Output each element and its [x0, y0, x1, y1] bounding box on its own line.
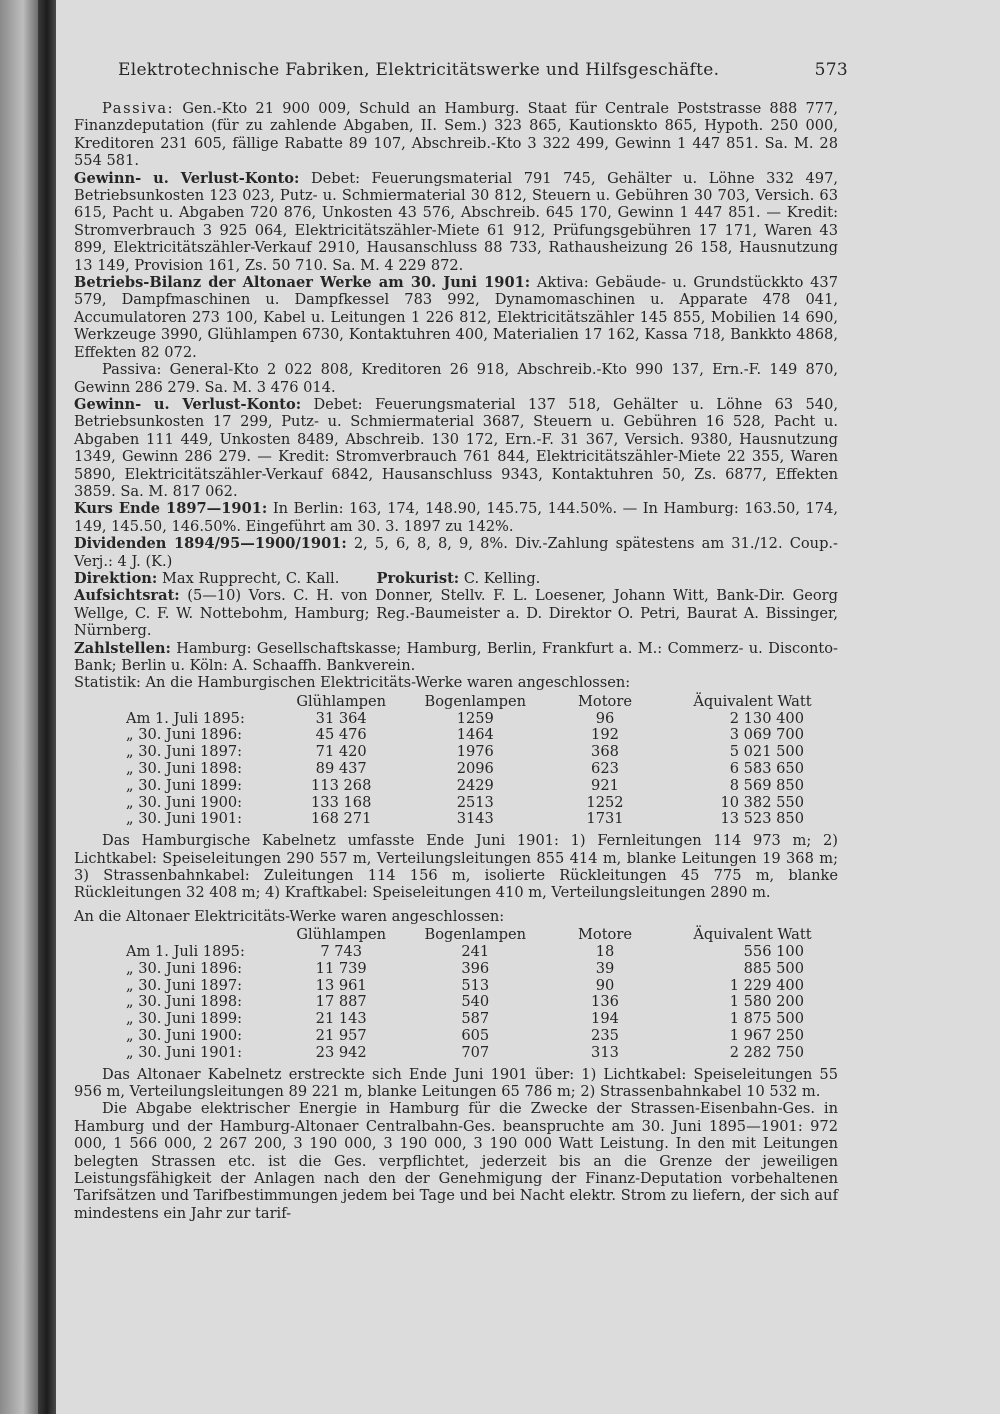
paragraph: An die Altonaer Elektricitäts-Werke waren angeschlossen: [74, 907, 505, 925]
paragraph: Aufsichtsrat: (5—10) Vors. C. H. von Donner, Stellv. F. L. Loesener, Johann Witt, Bank-Dir. Georg Wellge, C. F. W. Nottebohm, Hamburg; Reg.-Baumeister a. D. Direktor O. Petri, Baurat A. Bissinger, Nürnberg. [74, 587, 838, 640]
table-row: „ 30. Juni 1896: 11 739 396 39 885 500 [126, 959, 804, 977]
paragraph: Betriebs-Bilanz der Altonaer Werke am 30. Juni 1901: Aktiva: Gebäude- u. Grundstückkto 437 579, Dampfmaschinen u. Dampfkessel 783 992, Dynamomaschinen u. Apparate 478 041, Accumulatoren 273 100, Kabel u. Leitungen 1 226 812, Elektricitätszähler 145 855, Mobilien 14 690, Werkzeuge 3990, Glühlampen 6730, Kontaktuhren 400, Materialien 17 162, Kassa 718, Bankkto 4868, Effekten 82 072. [74, 274, 838, 361]
paragraph: Gewinn- u. Verlust-Konto: Debet: Feuerungsmaterial 137 518, Gehälter u. Löhne 63 540, Betriebsunkosten 17 299, Putz- u. Schmiermaterial 3687, Steuern u. Gebühren 16 528, Pacht u. Abgaben 111 449, Unkosten 8489, Abschreib. 130 172, Ern.-F. 31 367, Versich. 9380, Hausnutzung 1349, Gewinn 286 279. — Kredit: Stromverbrauch 761 844, Elektricitätszähler-Miete 22 355, Waren 5890, Elektricitätszähler-Verkauf 6842, Hausanschluss 9343, Kontaktuhren 50, Zs. 6877, Effekten 3859. Sa. M. 817 062. [74, 395, 838, 500]
table-row: „ 30. Juni 1901: 168 271 3143 1731 13 523 850 [126, 810, 804, 828]
table-row: „ 30. Juni 1900: 21 957 605 235 1 967 250 [126, 1027, 804, 1044]
table-header-row: Glühlampen Bogenlampen Motore Äquivalent Watt [296, 692, 812, 710]
paragraph: Das Hamburgische Kabelnetz umfasste Ende Juni 1901: 1) Fernleitungen 114 973 m; 2) Lichtkabel: Speiseleitungen 290 557 m, Verteilungsleitungen 855 414 m, blanke Leitungen 19 368 m; 3) Strassenbahnkabel: Zuleitungen 114 156 m, isolierte Rückleitungen 45 775 m, blanke Rückleitungen 32 408 m; 4) Kraftkabel: Speiseleitungen 410 m, Verteilungsleitungen 2890 m. [74, 832, 838, 902]
table-row: „ 30. Juni 1898: 89 437 2096 623 6 583 650 [126, 760, 804, 777]
paragraph: Die Abgabe elektrischer Energie in Hamburg für die Zwecke der Strassen-Eisenbahn-Ges. in Hamburg und der Hamburg-Altonaer Centralbahn-Ges. beanspruchte am 30. Juni 1895—1901: 972 000, 1 566 000, 2 267 200, 3 190 000, 3 190 000, 3 190 000 Watt Leistung. In den mit Leitungen belegten Strassen etc. ist die Ges. verpflichtet, jederzeit bis an die Grenze der jeweiligen Leistungsfähigkeit der Anlagen nach den der Genehmigung der Finanz-Deputation vorbehaltenen Tarifsätzen und Tarifbestimmungen jedem bei Tage und bei Nacht elektr. Strom zu liefern, der sich auf mindestens ein Jahr zur tarif- [74, 1100, 838, 1222]
paragraph: Gewinn- u. Verlust-Konto: Debet: Feuerungsmaterial 791 745, Gehälter u. Löhne 332 497, Betriebsunkosten 123 023, Putz- u. Schmiermaterial 30 812, Steuern u. Gebühren 30 703, Versich. 63 615, Pacht u. Abgaben 720 876, Unkosten 43 576, Abschreib. 645 170, Gewinn 1 447 851. — Kredit: Stromverbrauch 3 925 064, Elektricitätszähler-Miete 61 912, Prüfungsgebühren 17 171, Waren 43 899, Elektricitätszähler-Verkauf 2910, Hausanschluss 88 733, Rathausheizung 26 158, Hausnutzung 13 149, Provision 161, Zs. 50 710. Sa. M. 4 229 872. [74, 169, 838, 274]
table-row: „ 30. Juni 1897: 71 420 1976 368 5 021 500 [126, 743, 804, 761]
table-row: „ 30. Juni 1901: 23 942 707 313 2 282 750 [126, 1043, 804, 1061]
running-title: Elektrotechnische Fabriken, Elektricitätswerke und Hilfsgeschäfte. [118, 60, 720, 80]
table-row: Am 1. Juli 1895: 31 364 1259 96 2 130 400 [126, 709, 804, 727]
paragraph: Direktion: Max Rupprecht, C. Kall. Prokurist: C. Kelling. [74, 569, 541, 587]
table-row: „ 30. Juni 1896: 45 476 1464 192 3 069 700 [126, 726, 804, 744]
table-row: „ 30. Juni 1899: 113 268 2429 921 8 569 850 [126, 776, 804, 794]
table-row: Am 1. Juli 1895: 7 743 241 18 556 100 [126, 943, 804, 961]
hamburg-statistics-table [114, 694, 838, 828]
page-number: 573 [814, 60, 848, 80]
paragraph: Dividenden 1894/95—1900/1901: 2, 5, 6, 8, 8, 9, 8%. Div.-Zahlung spätestens am 31./12. Coup.-Verj.: 4 J. (K.) [74, 535, 838, 570]
table-row: „ 30. Juni 1900: 133 168 2513 1252 10 382 550 [126, 793, 804, 811]
table-row: „ 30. Juni 1897: 13 961 513 90 1 229 400 [126, 976, 804, 994]
paragraph: Passiva: General-Kto 2 022 808, Kreditoren 26 918, Abschreib.-Kto 990 137, Ern.-F. 149 870, Gewinn 286 279. Sa. M. 3 476 014. [74, 361, 838, 396]
paragraph: Passiva: Gen.-Kto 21 900 009, Schuld an Hamburg. Staat für Centrale Poststrasse 888 777, Finanzdeputation (für zu zahlende Abgaben, II. Sem.) 323 865, Kautionskto 865, Hypoth. 250 000, Kreditoren 231 605, fällige Rabatte 89 107, Abschreib.-Kto 3 322 499, Gewinn 1 447 851. Sa. M. 28 554 581. [74, 100, 838, 170]
paragraph: Zahlstellen: Hamburg: Gesellschaftskasse; Hamburg, Berlin, Frankfurt a. M.: Commerz- u. Disconto-Bank; Berlin u. Köln: A. Schaaffh. Bankverein. [74, 639, 838, 674]
table-row: „ 30. Juni 1898: 17 887 540 136 1 580 200 [126, 993, 804, 1011]
facing-page-edge [0, 0, 38, 1414]
table-header-row: Glühlampen Bogenlampen Motore Äquivalent Watt [296, 926, 812, 944]
book-spine [38, 0, 56, 1414]
page-body [74, 100, 838, 1222]
paragraph: Das Altonaer Kabelnetz erstreckte sich Ende Juni 1901 über: 1) Lichtkabel: Speiseleitungen 55 956 m, Verteilungsleitungen 89 221 m, blanke Leitungen 65 786 m; 2) Strassenbahnkabel 10 532 m. [74, 1065, 838, 1100]
table-row: „ 30. Juni 1899: 21 143 587 194 1 875 500 [126, 1010, 804, 1028]
paragraph: Kurs Ende 1897—1901: In Berlin: 163, 174, 148.90, 145.75, 144.50%. — In Hamburg: 163.50, 174, 149, 145.50, 146.50%. Eingeführt am 30. 3. 1897 zu 142%. [74, 500, 839, 535]
paragraph: Statistik: An die Hamburgischen Elektricitäts-Werke waren angeschlossen: [74, 674, 631, 692]
altona-statistics-table [114, 927, 838, 1061]
